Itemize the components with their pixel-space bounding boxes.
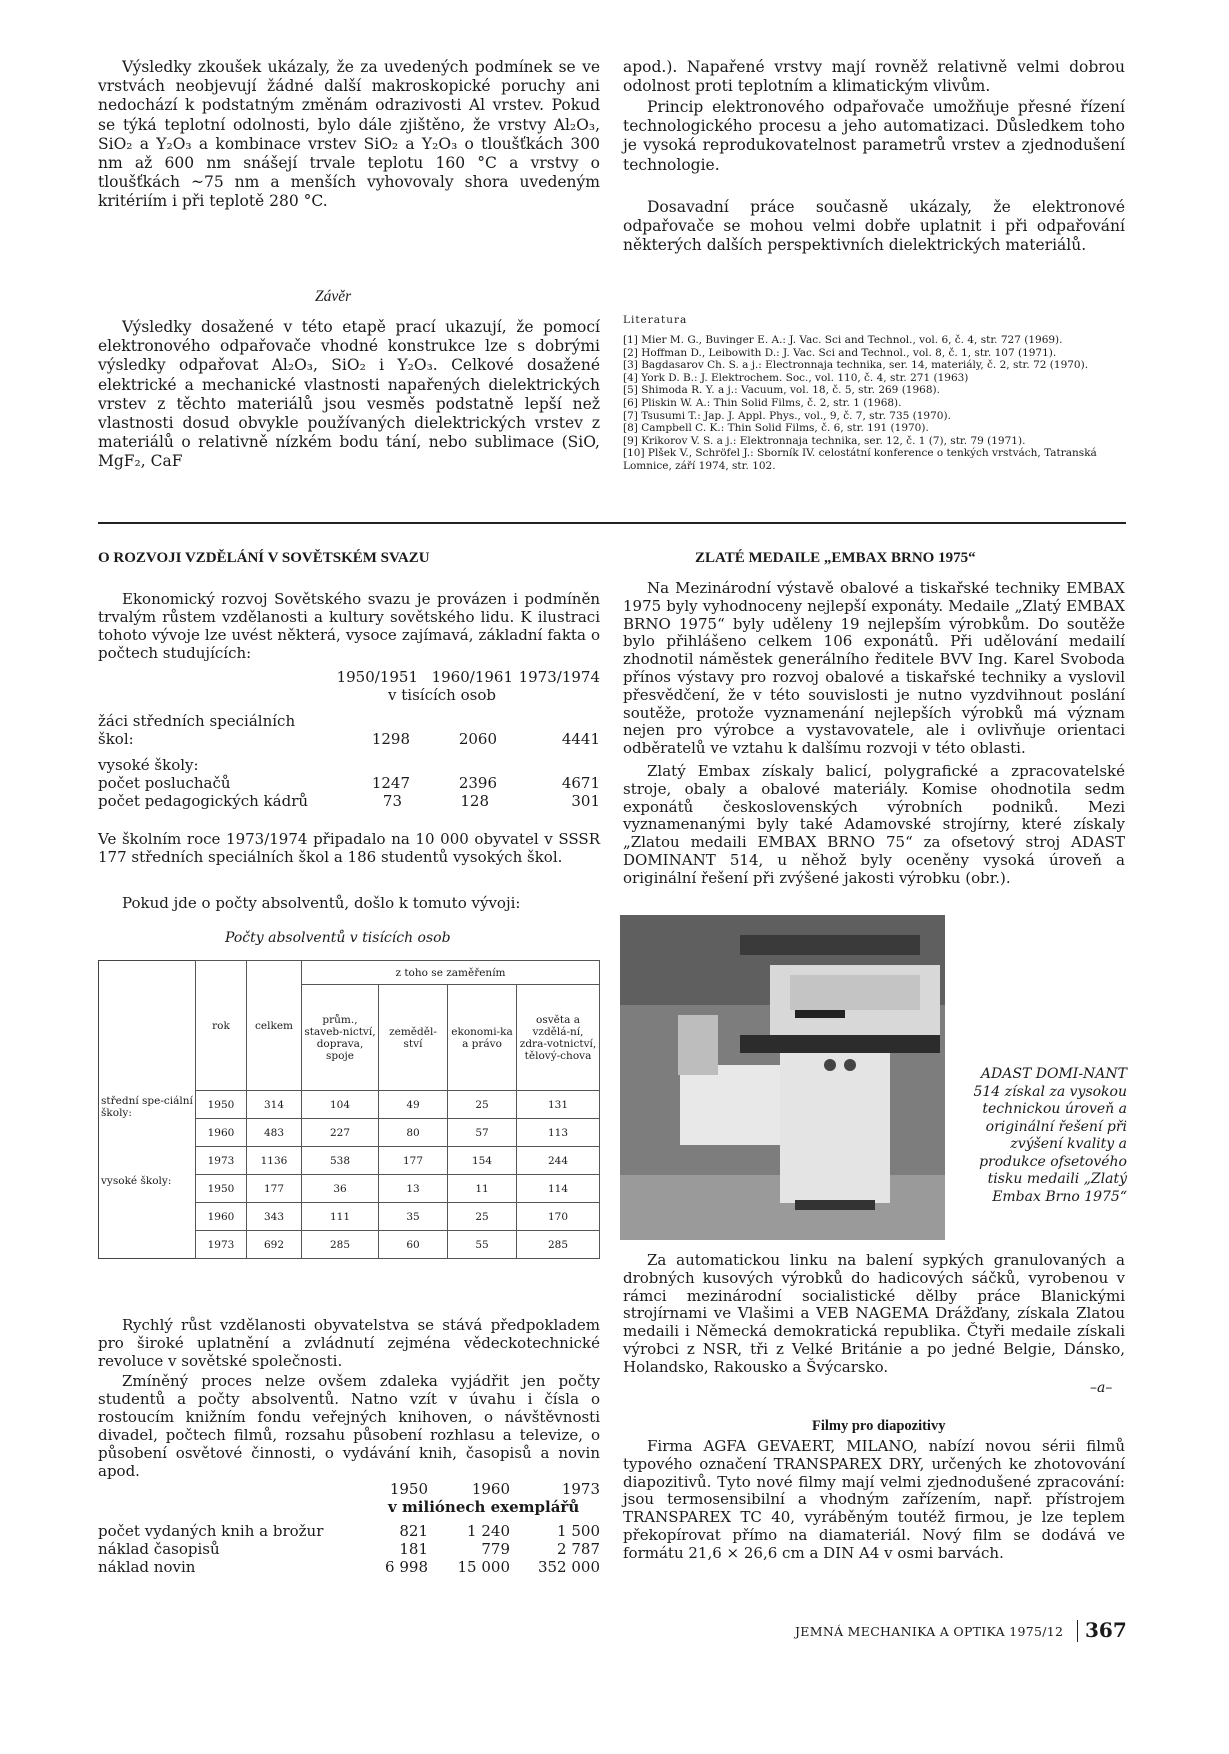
reference-item: [5] Shimoda R. Y. a j.: Vacuum, vol. 18, č. 5, str. 269 (1968). [623, 384, 940, 397]
reference-item: [4] York D. B.: J. Elektrochem. Soc., vol. 110, č. 4, str. 271 (1963) [623, 371, 969, 384]
cell: 1 500 [557, 1522, 600, 1540]
row-label: náklad novin [98, 1558, 196, 1576]
col-header: celkem [247, 961, 302, 1091]
cell: 36 [302, 1175, 379, 1203]
text-paragraph: Za automatickou linku na balení sypkých granulovaných a drobných kusových výrobků do hadicových sáčků, vyrobenou v rámci mezinárodní socialistické dělby práce Blanickými strojírnami ve Vlašimi a VEB NAGEMA Drážďany, získala Zlatou medaili i Německá demokratická republika. Čtyři medaile získali výrobci z NSR, tři z Velké Británie a po jedné Belgie, Dánsko, Holandsko, Rakousko a Švýcarsko. [623, 1251, 1125, 1376]
cell: 1960 [196, 1203, 247, 1231]
students-table [98, 668, 600, 810]
text-paragraph: Princip elektronového odpařovače umožňuje přesné řízení technologického procesu a jeho automatizaci. Důsledkem toho je vysoká reprodukovatelnost parametrů vrstev a zjednodušení technologie. [623, 98, 1125, 174]
article-title: O ROZVOJI VZDĚLÁNÍ V SOVĚTSKÉM SVAZU [98, 550, 430, 566]
cell: 2060 [458, 730, 497, 748]
text-paragraph: Výsledky zkoušek ukázaly, že za uvedených podmínek se ve vrstvách neobjevují žádné další makroskopické poruchy ani nedochází k podstatným změnám odrazivosti Al vrstev. Pokud se týká teplotní odolnosti, bylo dále zjištěno, že vrstvy Al₂O₃, SiO₂ a Y₂O₃ a kombinace vrstev SiO₂ a Y₂O₃ o tloušťkách 300 nm až 600 nm snášejí trvale teplotu 160 °C a vrstvy o tloušťkách ~75 nm a menších vyhovovaly shora uvedeným kritériím i při teplotě 280 °C. [98, 58, 600, 211]
cell: 1950 [196, 1091, 247, 1119]
unit-label: v miliónech exemplářů [388, 1498, 580, 1516]
cell: 15 000 [457, 1558, 510, 1576]
unit-label: v tisících osob [388, 686, 496, 704]
reference-item: [6] Pliskin W. A.: Thin Solid Films, č. 2, str. 1 (1968). [623, 396, 902, 409]
text-paragraph: Ve školním roce 1973/1974 připadalo na 10 000 obyvatel v SSSR 177 středních speciálních škol a 186 studentů vysokých škol. [98, 830, 600, 866]
row-label: náklad časopisů [98, 1540, 220, 1558]
cell: 1950 [196, 1175, 247, 1203]
text-paragraph: Výsledky dosažené v této etapě prací ukazují, že pomocí elektronového odpařovače vhodné konstrukce lze s dobrými výsledky odpařovat Al₂O₃, SiO₂ i Y₂O₃. Celkové dosažené elektrické a mechanické vlastnosti napařených dielektrických vrstev z těchto materiálů jsou vesměs podstatně lepší než vlastnosti dosud obvykle používaných dielektrických vrstev z materiálů o relativně nízkém bodu tání, nebo sublimace (SiO, MgF₂, CaF [98, 318, 600, 471]
cell: 779 [481, 1540, 510, 1558]
col-header: rok [196, 961, 247, 1091]
cell: 170 [517, 1203, 600, 1231]
col-header: osvěta a vzdělá-ní, zdra-votnictví, tělový-chova [517, 985, 600, 1091]
cell: 1247 [371, 774, 410, 792]
cell: 113 [517, 1119, 600, 1147]
cell: 104 [302, 1091, 379, 1119]
cell: 538 [302, 1147, 379, 1175]
cell: 2 787 [557, 1540, 600, 1558]
cell: 13 [379, 1175, 448, 1203]
text-paragraph: Zlatý Embax získaly balicí, polygrafické a zpracovatelské stroje, obaly a obalové materiály. Komise ohodnotila sedm exponátů československých výrobních podniků. Mezi vyznamenanými byly také Adamovské strojírny, které získaly „Zlatou medaili EMBAX BRNO 75“ za ofsetový stroj ADAST DOMINANT 514, u něhož byly oceněny vysoká úroveň a originální řešení při zvýšené jakosti výrobku (obr.). [623, 762, 1125, 887]
year-header: 1973/1974 [518, 668, 600, 686]
cell: 49 [379, 1091, 448, 1119]
cell: 1 240 [467, 1522, 510, 1540]
machine-photo [620, 915, 945, 1240]
row-label: počet posluchačů [98, 774, 231, 792]
cell: 314 [247, 1091, 302, 1119]
cell: 177 [247, 1175, 302, 1203]
cell: 1960 [196, 1119, 247, 1147]
col-header: ekonomi-ka a právo [448, 985, 517, 1091]
publications-table [98, 1480, 600, 1576]
cell: 80 [379, 1119, 448, 1147]
cell: 4441 [561, 730, 600, 748]
printing-machine-image [620, 915, 945, 1240]
text-paragraph: Firma AGFA GEVAERT, MILANO, nabízí novou sérii filmů typového označení TRANSPAREX DRY, určených ke zhotovování diapozitivů. Tyto nové filmy mají velmi zjednodušené zpracování: jsou termosensibilní a vhodným zařízením, např. přístrojem TRANSPAREX TC 40, vyráběným toutéž firmou, je lze teplem překopírovat přímo na diamateriál. Nový film se dodává ve formátu 21,6 × 26,6 cm a DIN A4 v osmi barvách. [623, 1437, 1125, 1562]
cell: 343 [247, 1203, 302, 1231]
cell: 2396 [458, 774, 497, 792]
cell: 114 [517, 1175, 600, 1203]
cell: 6 998 [385, 1558, 428, 1576]
reference-item: [9] Krikorov V. S. a j.: Elektronnaja technika, ser. 12, č. 1 (7), str. 79 (1971). [623, 434, 1026, 447]
reference-item: [2] Hoffman D., Leibowith D.: J. Vac. Sci and Technol., vol. 8, č. 1, str. 107 (1971). [623, 346, 1057, 359]
cell: 131 [517, 1091, 600, 1119]
cell: 11 [448, 1175, 517, 1203]
col-header: zeměděl-ství [379, 985, 448, 1091]
reference-item: [7] Tsusumi T.: Jap. J. Appl. Phys., vol., 9, č. 7, str. 735 (1970). [623, 409, 951, 422]
text-paragraph: Ekonomický rozvoj Sovětského svazu je provázen i podmíněn trvalým růstem vzdělanosti a kultury sovětského lidu. K ilustraci tohoto vývoje lze uvést některá, vysoce zajímavá, základní fakta o počtech studujících: [98, 590, 600, 662]
year-header: 1950/1951 [336, 668, 418, 686]
journal-name: JEMNÁ MECHANIKA A OPTIKA 1975/12 [795, 1624, 1064, 1639]
cell: 4671 [561, 774, 600, 792]
text-paragraph: Na Mezinárodní výstavě obalové a tiskařské techniky EMBAX 1975 byly vyhodnoceny nejlepší exponáty. Medaile „Zlatý EMBAX BRNO 1975“ byly uděleny 19 nejlepším výrobkům. Do soutěže bylo přihlášeno celkem 106 exponátů. Při udělování medailí zhodnotil náměstek generálního ředitele BVV Ing. Karel Svoboda přínos výstavy pro rozvoj obalové a tiskařské techniky a vyslovil přesvědčení, že v této souvislosti je nutno vyzdvihnout poslání soutěže, protože vyznamenání nejlepších výrobků má význam nejen pro výrobce a vystavovatele, ale i ovlivňuje orientaci odběratelů ve vztahu k dalšímu rozvoji v této oblasti. [623, 579, 1125, 758]
cell: 60 [379, 1231, 448, 1259]
year-header: 1960/1961 [431, 668, 513, 686]
reference-item: [1] Mier M. G., Buvinger E. A.: J. Vac. Sci and Technol., vol. 6, č. 4, str. 727 (1969). [623, 334, 1063, 346]
text-paragraph: apod.). Napařené vrstvy mají rovněž relativně velmi dobrou odolnost proti teplotním a klimatickým vlivům. [623, 58, 1125, 96]
page-number: 367 [1085, 1618, 1127, 1642]
group-label: vysoké školy: [99, 1175, 196, 1259]
section-divider [98, 522, 1126, 524]
cell: 1973 [196, 1147, 247, 1175]
cell: 1973 [196, 1231, 247, 1259]
row-label: žáci středních speciálních [98, 712, 296, 730]
article-title: ZLATÉ MEDAILE „EMBAX BRNO 1975“ [695, 550, 976, 566]
cell: 73 [382, 792, 402, 810]
reference-item: [3] Bagdasarov Ch. S. a j.: Electronnaja technika, ser. 14, materiály, č. 2, str. 72 (1970). [623, 359, 1089, 372]
cell: 57 [448, 1119, 517, 1147]
cell: 285 [517, 1231, 600, 1259]
reference-item: [8] Campbell C. K.: Thin Solid Films, č. 6, str. 191 (1970). [623, 422, 929, 435]
year-header: 1973 [561, 1480, 600, 1498]
cell: 35 [379, 1203, 448, 1231]
text-paragraph: Rychlý růst vzdělanosti obyvatelstva se stává předpokladem pro široké uplatnění a zvládnutí zejména vědeckotechnické revoluce v sovětské společnosti. [98, 1316, 600, 1370]
table-title: Počty absolventů v tisících osob [225, 930, 451, 946]
article-title: Filmy pro diapozitivy [812, 1418, 946, 1434]
year-header: 1960 [471, 1480, 510, 1498]
cell: 25 [448, 1091, 517, 1119]
row-label: vysoké školy: [98, 756, 199, 774]
cell: 244 [517, 1147, 600, 1175]
cell: 111 [302, 1203, 379, 1231]
cell: 25 [448, 1203, 517, 1231]
literature-heading: Literatura [623, 314, 688, 326]
cell: 821 [399, 1522, 428, 1540]
cell: 483 [247, 1119, 302, 1147]
cell: 285 [302, 1231, 379, 1259]
cell: 692 [247, 1231, 302, 1259]
page-footer [795, 1620, 1125, 1644]
photo-caption: ADAST DOMI-NANT 514 získal za vysokou technickou úroveň a originální řešení při zvýšení kvality a produkce ofsetového tisku medaili „Zlatý Embax Brno 1975“ [973, 1066, 1127, 1205]
row-label: škol: [98, 730, 134, 748]
cell: 1136 [247, 1147, 302, 1175]
cell: 55 [448, 1231, 517, 1259]
author-sign: –a– [1090, 1380, 1113, 1396]
col-group-header: z toho se zaměřením [302, 961, 600, 985]
row-label: počet vydaných knih a brožur [98, 1522, 324, 1540]
cell: 128 [460, 792, 489, 810]
text-paragraph: Zmíněný proces nelze ovšem zdaleka vyjádřit jen počty studentů a počty absolventů. Natno vzít v úvahu i čísla o rostoucím knižním fondu veřejných knihoven, o návštěvnosti divadel, počtech filmů, rozsahu působení rozhlasu a televize, o působení osvětové činnosti, o vydávání knih, časopisů a novin apod. [98, 1372, 600, 1480]
cell: 301 [571, 792, 600, 810]
cell: 352 000 [537, 1558, 600, 1576]
col-header: prům., staveb-nictví, doprava, spoje [302, 985, 379, 1091]
text-paragraph: Pokud jde o počty absolventů, došlo k tomuto vývoji: [122, 894, 521, 912]
group-label: střední spe-ciální školy: [99, 1091, 196, 1175]
graduates-table [98, 960, 600, 1259]
footer-separator [1077, 1620, 1078, 1642]
cell: 1298 [371, 730, 410, 748]
cell: 227 [302, 1119, 379, 1147]
cell: 177 [379, 1147, 448, 1175]
cell: 181 [399, 1540, 428, 1558]
section-heading: Závěr [315, 288, 352, 305]
row-label: počet pedagogických kádrů [98, 792, 309, 810]
text-paragraph: Dosavadní práce současně ukázaly, že elektronové odpařovače se mohou velmi dobře uplatnit i při odpařování některých dalších perspektivních dielektrických materiálů. [623, 198, 1125, 255]
literature-list [623, 334, 1125, 473]
cell: 154 [448, 1147, 517, 1175]
reference-item: [10] Plšek V., Schröfel J.: Sborník IV. celostátní konference o tenkých vrstvách, Tatranská Lomnice, září 1974, str. 102. [623, 447, 1097, 472]
year-header: 1950 [389, 1480, 428, 1498]
